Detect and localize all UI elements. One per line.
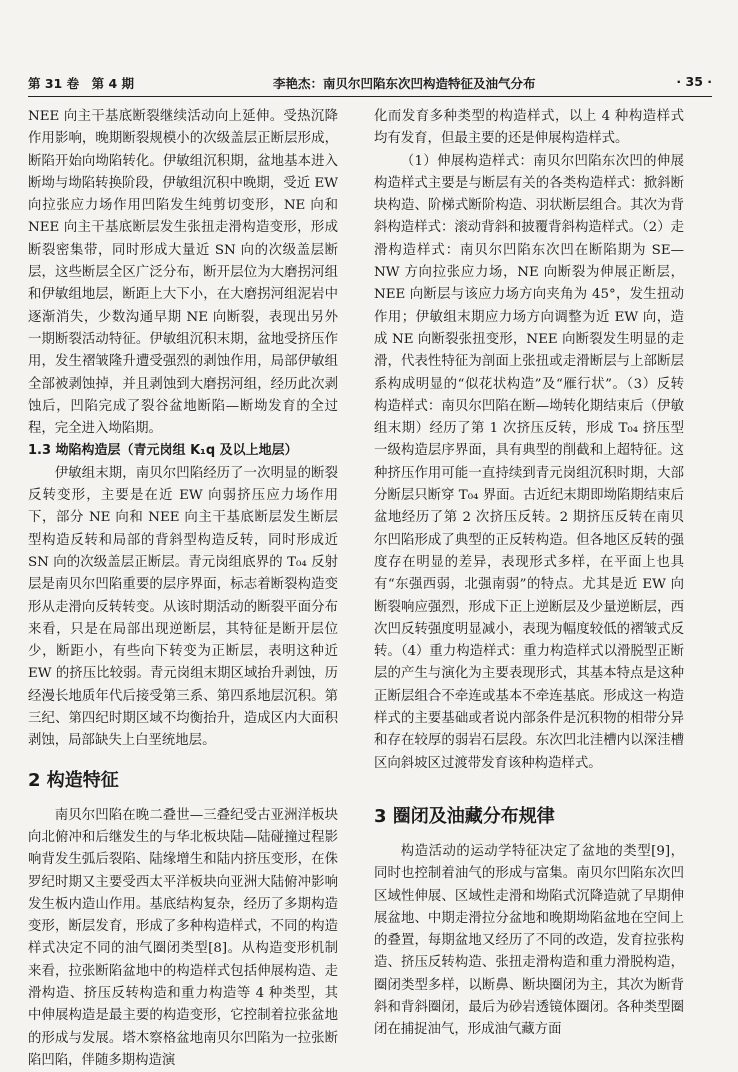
section-heading: 2 构造特征 bbox=[28, 769, 119, 791]
subsection-heading: 1.3 坳陷构造层（青元岗组 K₁q 及以上地层） bbox=[28, 443, 298, 459]
paragraph: （1）伸展构造样式：南贝尔凹陷东次凹的伸展构造样式主要是与断层有关的各类构造样式：掀斜断块构造、阶梯式断阶构造、羽状断层组合。其次为背斜构造样式：滚动背斜和披覆背斜构造样式。（2）走滑构造样式：南贝尔凹陷东次凹在断陷期为 SE—NW 方向拉张应力场，NE 向断裂为伸展正断层，NEE 向断层与该应力场方向夹角为 45°，发生扭动作用；伊敏组末期应力场方向调整为近 EW 向，造成 NE 向断裂张扭变形，NEE 向断裂发生明显的走滑，代表性特征为剖面上张扭或走滑断层与上部断层系构成明显的“似花状构造”及“雁行状”。（3）反转构造样式：南贝尔凹陷在断—坳转化期结束后（伊敏组末期）经历了第 1 次挤压反转，形成 T₀₄ 挤压型一级构造层序界面，具有典型的削截和上超特征。这种挤压作用可能一直持续到青元岗组沉积时期，大部分断层只断穿 T₀₄ 界面。古近纪末期即坳陷期结束后盆地经历了第 2 次挤压反转。2 期挤压反转在南贝尔凹陷形成了典型的正反转构造。但各地区反转的强度存在明显的差异，表现形式多样，在平面上也具有“东强西弱，北强南弱”的特点。尤其是近 EW 向断裂响应强烈，形成下正上逆断层及少量逆断层，西次凹反转强度明显减小，表现为幅度较低的褶皱式反转。（4）重力构造样式：重力构造样式以滑脱型正断层的产生与演化为主要表现形式，其基本特点是这种正断层组合不牵连或基本不牵连基底。形成这一构造样式的主要基础或者说内部条件是沉积物的相带分异和存在较厚的弱岩石层段。东次凹北洼槽内以深洼槽区向斜坡区过渡带发育该种构造样式。 bbox=[374, 153, 684, 771]
paragraph: 构造活动的运动学特征决定了盆地的类型[9]，同时也控制着油气的形成与富集。南贝尔凹陷东次凹区域性伸展、区域性走滑和坳陷式沉降造就了早期伸展盆地、中期走滑拉分盆地和晚期坳陷盆地在空间上的叠置，每期盆地又经历了不同的改造，发育拉张构造、挤压反转构造、张扭走滑构造和重力滑脱构造，圈闭类型多样，以断鼻、断块圈闭为主，其次为断背斜和背斜圈闭，最后为砂岩透镜体圈闭。各种类型圈闭在捕捉油气，形成油气藏方面 bbox=[374, 843, 684, 1038]
page-number: · 35 · bbox=[676, 74, 712, 89]
running-header bbox=[28, 72, 712, 94]
running-title: 李艳杰：南贝尔凹陷东次凹构造特征及油气分布 bbox=[273, 76, 536, 91]
left-column bbox=[28, 106, 338, 1072]
paragraph: NEE 向主干基底断裂继续活动向上延伸。受热沉降作用影响，晚期断裂规模小的次级盖层正断层形成，断陷开始向坳陷转化。伊敏组沉积期，盆地基本进入断坳与坳陷转换阶段，伊敏组沉积中晚期，受近 EW 向拉张应力场作用凹陷发生纯剪切变形，NE 向和 NEE 向主干基底断层发生张扭走滑构造变形，形成断裂密集带，同时形成大量近 SN 向的次级盖层断层，这些断层全区广泛分布，断开层位为大磨拐河组和伊敏组地层，断距上大下小，在大磨拐河组泥岩中逐渐消失，少数沟通早期 NE 向断裂，表现出另外一期断裂活动特征。伊敏组沉积末期，盆地受挤压作用，发生褶皱隆升遭受强烈的剥蚀作用，局部伊敏组全部被剥蚀掉，并且剥蚀到大磨拐河组，经历此次剥蚀后，凹陷完成了裂谷盆地断陷—断坳发育的全过程，完全进入坳陷期。 bbox=[28, 109, 338, 437]
right-column bbox=[374, 106, 684, 1042]
paragraph: 伊敏组末期，南贝尔凹陷经历了一次明显的断裂反转变形，主要是在近 EW 向弱挤压应力场作用下，部分 NE 向和 NEE 向主干基底断层发生断层型构造反转和局部的背斜型构造反转，同时形成近 SN 向的次级盖层正断层。青元岗组底界的 T₀₄ 反射层是南贝尔凹陷重要的层序界面，标志着断裂构造变形从走滑向反转转变。从该时期活动的断裂平面分布来看，只是在局部出现逆断层，其特征是断开层位少，断距小，有些向下转变为正断层，表明这种近 EW 的挤压比较弱。青元岗组末期区域抬升剥蚀，历经漫长地质年代后接受第三系、第四系地层沉积。第三纪、第四纪时期区域不均衡抬升，造成区内大面积剥蚀，局部缺失上白垩统地层。 bbox=[28, 465, 338, 749]
header-rule bbox=[28, 96, 712, 97]
section-heading: 3 圈闭及油藏分布规律 bbox=[374, 805, 555, 827]
paragraph: 南贝尔凹陷在晚二叠世—三叠纪受古亚洲洋板块向北俯冲和后继发生的与华北板块陆—陆碰撞过程影响背发生弧后裂陷、陆缘增生和陆内挤压变形，在侏罗纪时期又主要受西太平洋板块向亚洲大陆俯冲影响发生板内造山作用。基底结构复杂，经历了多期构造变形，断层发育，形成了多种构造样式，不同的构造样式决定不同的油气圈闭类型[8]。从构造变形机制来看，拉张断陷盆地中的构造样式包括伸展构造、走滑构造、挤压反转构造和重力构造等 4 种类型，其中伸展构造是最主要的构造变形，它控制着拉张盆地的形成与发展。塔木察格盆地南贝尔凹陷为一拉张断陷凹陷，伴随多期构造演 bbox=[28, 807, 338, 1068]
volume-issue: 第 31 卷 第 4 期 bbox=[28, 76, 134, 91]
paragraph: 化而发育多种类型的构造样式，以上 4 种构造样式均有发育，但最主要的还是伸展构造样式。 bbox=[374, 109, 684, 147]
